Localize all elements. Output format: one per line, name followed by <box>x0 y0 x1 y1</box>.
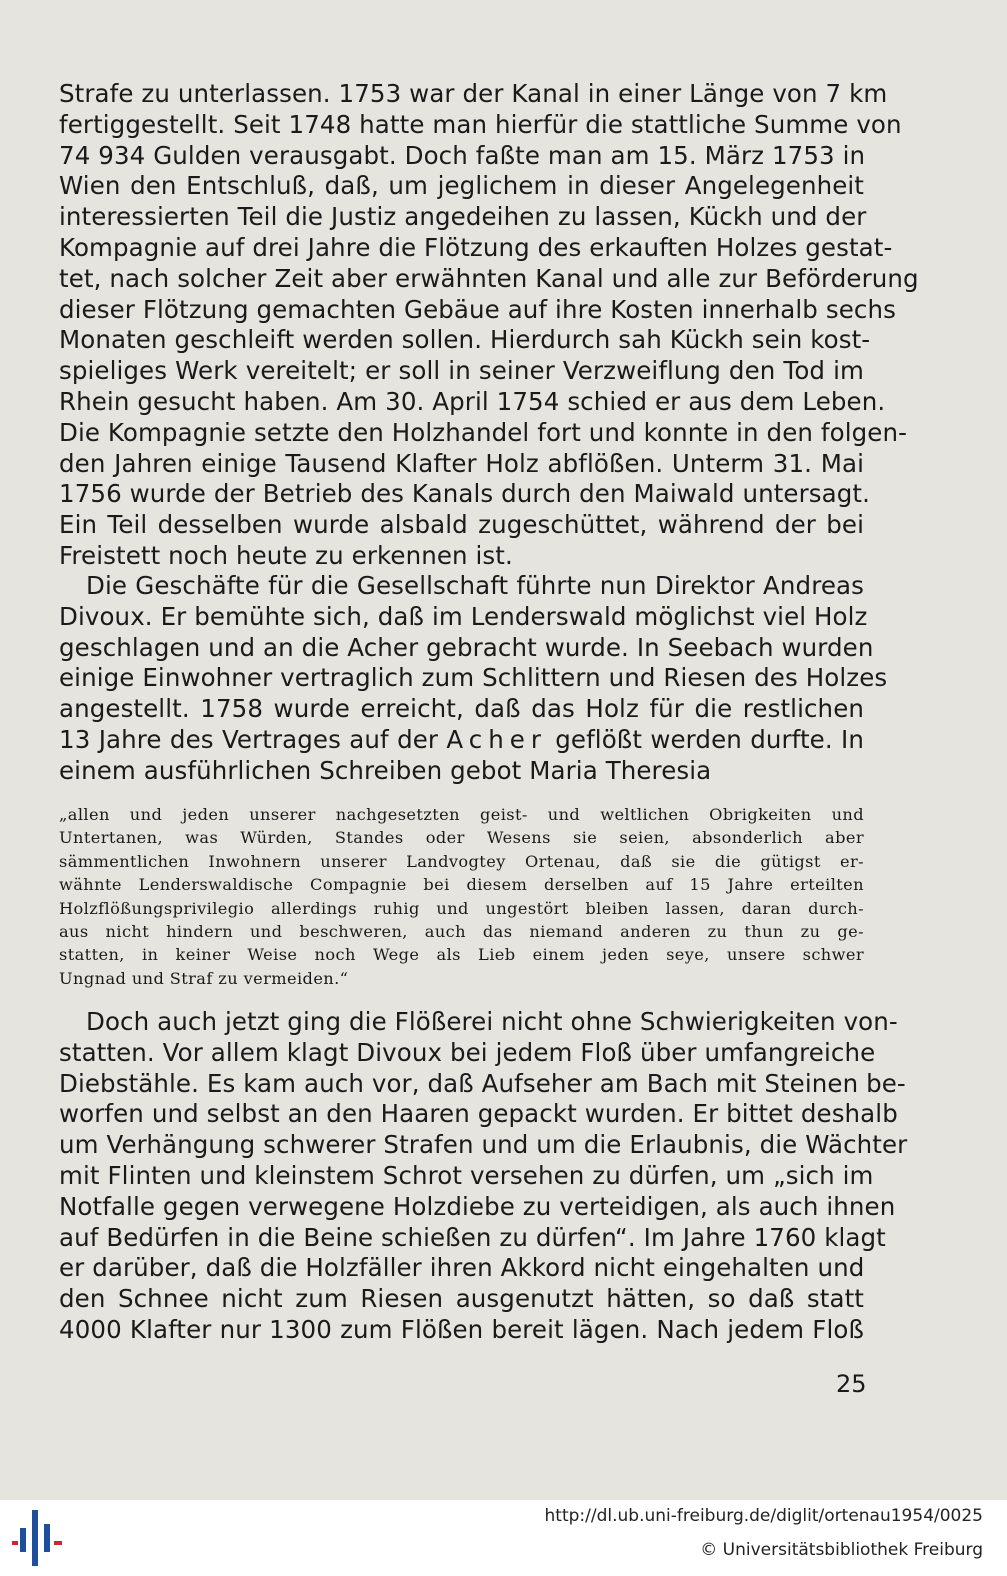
quote-line: statten, in keiner Weise noch Wege als Lieb einem jeden seye, unsere schwer <box>59 945 864 965</box>
paragraph-3-line: Diebstähle. Es kam auch vor, daß Aufseher am Bach mit Steinen be- <box>59 1068 906 1098</box>
paragraph-1-line: Die Kompagnie setzte den Holzhandel fort und konnte in den folgen- <box>59 417 908 447</box>
paragraph-3-line: Notfalle gegen verwegene Holzdiebe zu verteidigen, als auch ihnen <box>59 1191 896 1221</box>
quote-line: „allen und jeden unserer nachgesetzten geist- und weltlichen Obrigkeiten und <box>59 805 864 824</box>
paragraph-1-line: Ein Teil desselben wurde alsbald zugeschüttet, während der bei <box>59 510 864 540</box>
paragraph-1-line: Strafe zu unterlassen. 1753 war der Kanal in einer Länge von 7 km <box>59 79 888 108</box>
paragraph-2-line <box>59 725 864 756</box>
paragraph-1-line: Rhein gesucht haben. Am 30. April 1754 schied er aus dem Leben. <box>59 386 886 416</box>
ub-freiburg-logo-icon <box>12 1510 62 1566</box>
quote-line: Untertanen, was Würden, Standes oder Wesens sie seien, absonderlich aber <box>59 828 864 848</box>
paragraph-3-line: er darüber, daß die Holzfäller ihren Akkord nicht eingehalten und <box>59 1253 865 1283</box>
quote-line: Ungnad und Straf zu vermeiden.“ <box>59 968 349 988</box>
paragraph-2-line: angestellt. 1758 wurde erreicht, daß das Holz für die restlichen <box>59 694 864 724</box>
paragraph-1-line: 1756 wurde der Betrieb des Kanals durch den Maiwald untersagt. <box>59 479 870 509</box>
block-quote <box>59 803 864 990</box>
quote-line: Holzflößungsprivilegio allerdings ruhig und ungestört bleiben lassen, daran durch- <box>59 898 864 918</box>
paragraph-1 <box>59 79 919 572</box>
paragraph-1-line: 74 934 Gulden verausgabt. Doch faßte man am 15. März 1753 in <box>59 140 866 170</box>
quote-line: aus nicht hindern und beschweren, auch das niemand anderen zu thun zu ge- <box>59 921 864 941</box>
paragraph-1-line: spieliges Werk vereitelt; er soll in seiner Verzweiflung den Tod im <box>59 356 864 386</box>
paragraph-1-line: fertiggestellt. Seit 1748 hatte man hierfür die stattliche Summe von <box>59 109 902 139</box>
paragraph-3-line: statten. Vor allem klagt Divoux bei jedem Floß über umfangreiche <box>59 1037 876 1067</box>
paragraph-3-line: um Verhängung schwerer Strafen und um die Erlaubnis, die Wächter <box>59 1130 908 1160</box>
paragraph-1-line: Kompagnie auf drei Jahre die Flötzung des erkauften Holzes gestat- <box>59 232 893 262</box>
paragraph-1-line: Wien den Entschluß, daß, um jeglichem in dieser Angelegenheit <box>59 171 864 201</box>
paragraph-3-line: 4000 Klafter nur 1300 zum Flößen bereit lägen. Nach jedem Floß <box>59 1314 864 1344</box>
paragraph-3-line: auf Bedürfen in die Beine schießen zu dürfen“. Im Jahre 1760 klagt <box>59 1222 886 1252</box>
paragraph-2-line: einem ausführlichen Schreiben gebot Maria Theresia <box>59 755 712 785</box>
page-number: 25 <box>836 1370 867 1398</box>
spaced-place-name: Acher <box>446 724 547 754</box>
source-url-link[interactable]: http://dl.ub.uni-freiburg.de/diglit/ortenau1954/0025 <box>544 1506 983 1526</box>
paragraph-3-line: Doch auch jetzt ging die Flößerei nicht ohne Schwierigkeiten von- <box>86 1007 898 1036</box>
line-text-after: geflößt werden durfte. In <box>546 724 865 754</box>
paragraph-1-line: Monaten geschleift werden sollen. Hierdurch sah Kückh sein kost- <box>59 325 871 355</box>
paragraph-3-line: den Schnee nicht zum Riesen ausgenutzt hätten, so daß statt <box>59 1284 864 1314</box>
paragraph-3-line: worfen und selbst an den Haaren gepackt wurden. Er bittet deshalb <box>59 1099 898 1129</box>
paragraph-1-line: den Jahren einige Tausend Klafter Holz abflößen. Unterm 31. Mai <box>59 448 864 478</box>
copyright-notice: © Universitätsbibliothek Freiburg <box>700 1540 983 1560</box>
paragraph-2-line: Die Geschäfte für die Gesellschaft führte nun Direktor Andreas <box>86 571 864 600</box>
paragraph-2 <box>59 571 888 787</box>
paragraph-1-line: interessierten Teil die Justiz angedeihen zu lassen, Kückh und der <box>59 202 867 232</box>
quote-line: wähnte Lenderswaldische Compagnie bei diesem derselben auf 15 Jahre erteilten <box>59 875 864 895</box>
paragraph-1-line: Freistett noch heute zu erkennen ist. <box>59 540 513 570</box>
paragraph-2-line: einige Einwohner vertraglich zum Schlittern und Riesen des Holzes <box>59 663 888 693</box>
paragraph-1-line: tet, nach solcher Zeit aber erwähnten Kanal und alle zur Beförderung <box>59 263 919 293</box>
paragraph-2-line: geschlagen und an die Acher gebracht wurde. In Seebach wurden <box>59 632 874 662</box>
quote-line: sämmentlichen Inwohnern unserer Landvogtey Ortenau, daß sie die gütigst er- <box>59 851 864 871</box>
paragraph-2-line: Divoux. Er bemühte sich, daß im Lenderswald möglichst viel Holz <box>59 601 868 631</box>
paragraph-1-line: dieser Flötzung gemachten Gebäue auf ihre Kosten innerhalb sechs <box>59 294 896 324</box>
line-text-before: 13 Jahre des Vertrages auf der <box>59 724 447 754</box>
paragraph-3 <box>59 1007 908 1346</box>
paragraph-3-line: mit Flinten und kleinstem Schrot versehen zu dürfen, um „sich im <box>59 1160 874 1190</box>
footer <box>0 1500 1007 1576</box>
